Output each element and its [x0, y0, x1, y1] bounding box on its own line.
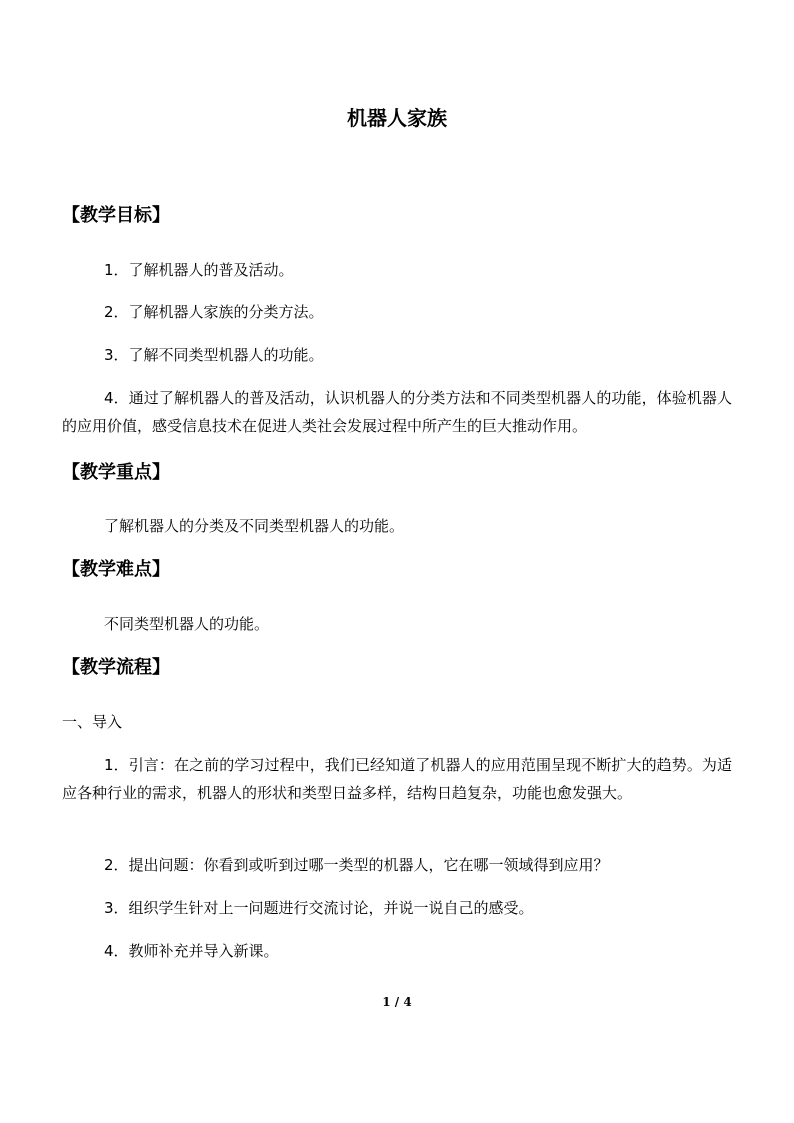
process-item-3: 3．组织学生针对上一问题进行交流讨论，并说一说自己的感受。 [104, 899, 534, 917]
objective-item-1: 1．了解机器人的普及活动。 [104, 261, 294, 279]
key-points-text: 了解机器人的分类及不同类型机器人的功能。 [104, 517, 405, 535]
process-heading: 【教学流程】 [62, 657, 170, 678]
document-title: 机器人家族 [347, 106, 447, 130]
process-subheading-intro: 一、导入 [62, 713, 123, 731]
process-item-4: 4．教师补充并导入新课。 [104, 942, 279, 960]
objective-item-2: 2．了解机器人家族的分类方法。 [104, 303, 324, 321]
objective-item-3: 3．了解不同类型机器人的功能。 [104, 346, 324, 364]
difficulties-heading: 【教学难点】 [62, 559, 170, 580]
objective-item-4: 4．通过了解机器人的普及活动，认识机器人的分类方法和不同类型机器人的功能，体验机器人的应用价值，感受信息技术在促进人类社会发展过程中所产生的巨大推动作用。 [62, 389, 732, 435]
objectives-heading: 【教学目标】 [62, 205, 170, 226]
page-number: 1 / 4 [382, 995, 412, 1009]
process-item-1: 1．引言：在之前的学习过程中，我们已经知道了机器人的应用范围呈现不断扩大的趋势。为适应各种行业的需求，机器人的形状和类型日益多样，结构日趋复杂，功能也愈发强大。 [62, 756, 732, 802]
key-points-heading: 【教学重点】 [62, 462, 170, 483]
difficulties-text: 不同类型机器人的功能。 [104, 615, 270, 633]
process-item-2: 2．提出问题：你看到或听到过哪一类型的机器人，它在哪一领域得到应用？ [104, 856, 609, 874]
